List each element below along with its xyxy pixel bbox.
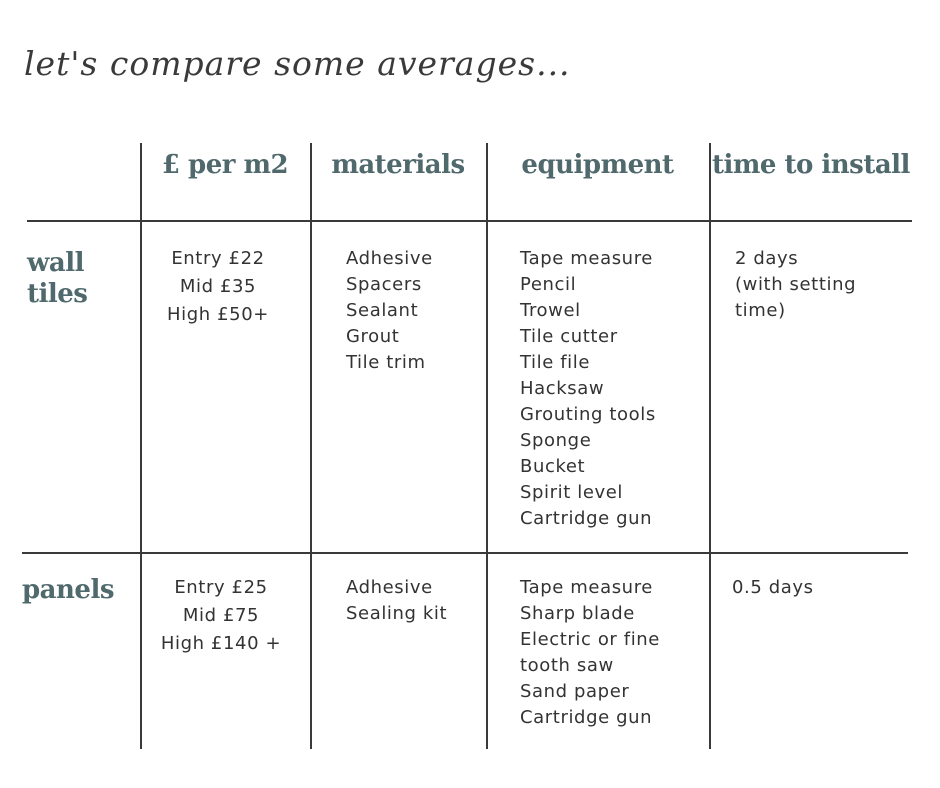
list-item: Tile cutter [520, 326, 618, 347]
list-item: Adhesive [346, 577, 433, 598]
list-item: Cartridge gun [520, 707, 653, 728]
list-item: Spacers [346, 274, 422, 295]
list-item: Sealant [346, 300, 419, 321]
header-equipment: equipment [521, 150, 674, 180]
header-divider [27, 220, 912, 222]
list-item: Tape measure [520, 577, 653, 598]
list-item: Sand paper [520, 681, 630, 702]
equipment-cell-panels [520, 575, 660, 731]
price-entry: Entry £25 [174, 577, 268, 598]
list-item: Electric or fine [520, 629, 660, 650]
column-divider [310, 143, 312, 749]
list-item: Tile trim [346, 352, 426, 373]
time-line: (with setting [735, 274, 857, 295]
list-item: Sponge [520, 430, 592, 451]
page-title: let's compare some averages... [24, 44, 571, 83]
price-high: High £140 + [160, 633, 282, 654]
list-item: Sharp blade [520, 603, 635, 624]
column-divider [486, 143, 488, 749]
row-label-line: wall [27, 248, 84, 278]
column-divider [709, 143, 711, 749]
time-line: 2 days [735, 248, 799, 269]
list-item: tooth saw [520, 655, 614, 676]
price-cell-panels [140, 574, 302, 658]
list-item: Pencil [520, 274, 577, 295]
time-cell-wall-tiles [735, 246, 856, 324]
price-high: High £50+ [167, 304, 269, 325]
row-label-line: tiles [27, 279, 88, 309]
price-entry: Entry £22 [171, 248, 265, 269]
header-materials: materials [331, 150, 465, 180]
list-item: Adhesive [346, 248, 433, 269]
row-label-panels [22, 575, 114, 606]
price-mid: Mid £75 [182, 605, 260, 626]
time-line: time) [735, 300, 786, 321]
list-item: Grout [346, 326, 400, 347]
list-item: Tape measure [520, 248, 653, 269]
materials-cell-wall-tiles [346, 246, 433, 376]
equipment-cell-wall-tiles [520, 246, 656, 532]
list-item: Grouting tools [520, 404, 656, 425]
header-time-to-install: time to install [712, 150, 910, 180]
row-label-wall-tiles [27, 248, 87, 310]
header-price: £ per m2 [161, 150, 289, 180]
materials-cell-panels [346, 575, 447, 627]
list-item: Hacksaw [520, 378, 605, 399]
list-item: Spirit level [520, 482, 624, 503]
column-divider [140, 143, 142, 749]
time-line: 0.5 days [732, 577, 814, 598]
list-item: Bucket [520, 456, 586, 477]
time-cell-panels [732, 575, 814, 601]
row-divider [22, 552, 908, 554]
row-label-line: panels [22, 575, 114, 605]
list-item: Trowel [520, 300, 581, 321]
price-cell-wall-tiles [140, 245, 296, 329]
list-item: Tile file [520, 352, 591, 373]
list-item: Sealing kit [346, 603, 448, 624]
list-item: Cartridge gun [520, 508, 653, 529]
price-mid: Mid £35 [179, 276, 257, 297]
